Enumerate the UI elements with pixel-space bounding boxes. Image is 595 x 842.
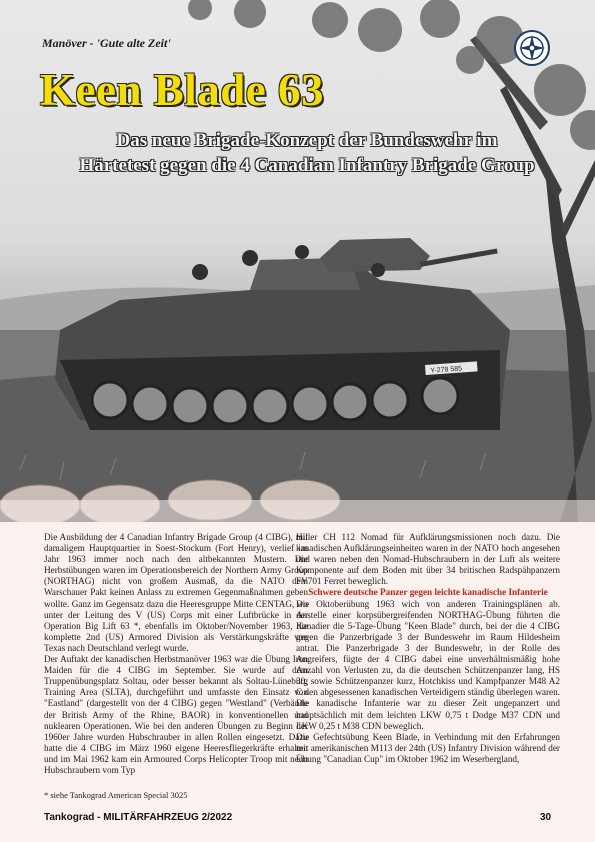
- paragraph: Der Auftakt der kanadischen Herbstmanöver 1963 war die Übung Iron Maiden für die 4 CIBG im September. Sie wurde auf dem Truppenübungsplatz Soltau, oder besser bekannt als Soltau-Lüneburg Training Area (SLTA), durchgeführt und umfasste den Einsatz von "Eastland" (dargestellt von der 4 CIBG) gegen "Westland" (Verbände der British Army of the Rhine, BAOR) in konventionellen und nuklearen Operationen. Wie bei den anderen Übungen zu Beginn der 1960er Jahre wurden Hubschrauber in allen Rollen eingesetzt. Dazu hatte die 4 CIBG im März 1960 eigene Heeresfliegerkräfte erhalten und im Mai 1962 kam ein Armoured Corps Helicopter Troop mit neun Hubschraubern vom Typ: [44, 654, 308, 775]
- right-column: [296, 532, 560, 765]
- section-heading: Schwere deutsche Panzer gegen leichte kanadische Infanterie: [308, 587, 548, 598]
- compass-logo-icon: [514, 30, 550, 66]
- paragraph: Die Oktoberübung 1963 wich von anderen Trainingsplänen ab. Anstelle einer korpsübergreifenden NORTHAG-Übung führten die Kanadier die 5-Tage-Übung "Keen Blade" durch, bei der die 4 CIBG gegen die Panzerbrigade 3 der Bundeswehr im Raum Hildesheim antrat. Die Panzerbrigade 3 der Bundeswehr, in der Rolle des Angreifers, fügte der 4 CIBG dabei eine unverhältnismäßig hohe Anzahl von Verlusten zu, da die deutschen Schützenpanzer lang, HS 30, sowie Schützenpanzer kurz, Hotchkiss und Kampfpanzer M48 A2 C den abgesessenen kanadischen Verteidigern ständig überlegen waren. Die kanadische Infanterie war zu dieser Zeit ungepanzert und hauptsächlich mit dem leichten LKW 0,75 t Dodge M37 CDN und LKW 0,25 t M38 CDN beweglich.: [296, 598, 560, 731]
- paragraph: Die Ausbildung der 4 Canadian Infantry Brigade Group (4 CIBG), mit damaligem Hauptquartier in Soest-Stockum (Fort Henry), verlief im Jahr 1963 immer noch nach den altbekannten Mustern. Die Herbstübungen waren im Operationsbereich der Northern Army Group (NORTHAG) nicht von großem Ausmaß, da die NATO dem Warschauer Pakt keinen Anlass zu extremen Gegenmaßnahmen geben wollte. Ganz im Gegensatz dazu die Heeresgruppe Mitte CENTAG, wo unter der Leitung des V (US) Corps mit einer Luftbrücke in der Operation Big Lift 63 *, ebenfalls im Oktober/November 1963, die komplette 2nd (US) Armored Division als Verstärkungskräfte von Texas nach Deutschland verlegt wurde.: [44, 532, 308, 653]
- article-title: Keen Blade 63: [40, 65, 324, 115]
- article-subtitle: [52, 128, 562, 178]
- section-kicker: Manöver - 'Gute alte Zeit': [42, 36, 171, 50]
- subtitle-line-1: Das neue Brigade-Konzept der Bundeswehr im: [116, 130, 498, 151]
- page-number: 30: [540, 812, 552, 823]
- footnote: * siehe Tankograd American Special 3025: [44, 790, 188, 800]
- vehicle-marking: Y-278 585: [430, 365, 463, 375]
- left-column: [44, 532, 308, 776]
- publication-footer: Tankograd - MILITÄRFAHRZEUG 2/2022: [44, 812, 233, 823]
- subtitle-line-2: Härtetest gegen die 4 Canadian Infantry Brigade Group: [79, 155, 535, 176]
- paragraph: Die Gefechtsübung Keen Blade, in Verbindung mit den Erfahrungen mit amerikanischen M113 der 24th (US) Infantry Division während der Übung "Canadian Cup" im Oktober 1962 im Weserbergland,: [296, 731, 560, 764]
- paragraph: Hiller CH 112 Nomad für Aufklärungsmissionen noch dazu. Die kanadischen Aufklärungseinheiten waren in der NATO hoch angesehen und waren neben den Nomad-Hubschraubern in der Luft als weitere Komponente auf dem Boden mit über 34 britischen Radspähpanzern FV701 Ferret beweglich.: [296, 532, 560, 587]
- tank-graphic: [55, 238, 510, 430]
